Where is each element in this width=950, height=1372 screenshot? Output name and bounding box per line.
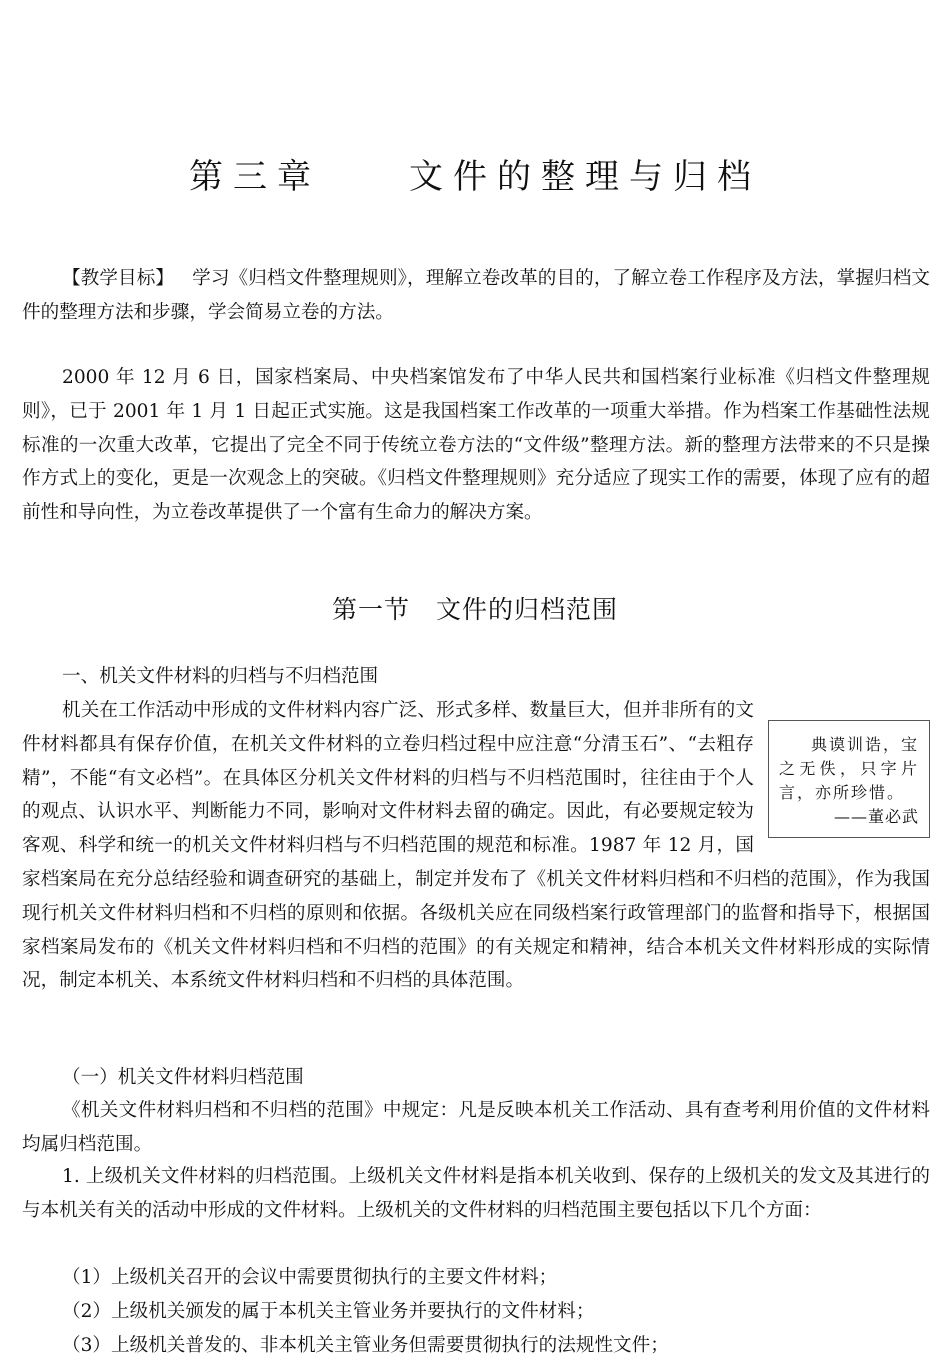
body-paragraph-3: 1. 上级机关文件材料的归档范围。上级机关文件材料是指本机关收到、保存的上级机关的发文及其进行的与本机关有关的活动中形成的文件材料。上级机关的文件材料的归档范围主要包括以下几个方面：	[22, 1166, 930, 1221]
subheading-1: 一、机关文件材料的归档与不归档范围	[62, 666, 379, 687]
chapter-title: 第三章 文件的整理与归档	[189, 157, 761, 197]
sidebar-quote-author: ——董必武	[833, 807, 919, 826]
body-paragraph-1: 机关在工作活动中形成的文件材料内容广泛、形式多样、数量巨大，但并非所有的文件材料都具有保存价值，在机关文件材料的立卷归档过程中应注意“分清玉石”、“去粗存精”，不能“有文必档”。在具体区分机关文件材料的归档与不归档范围时，往往由于个人的观点、认识水平、判断能力不同，影响对文件材料去留的确定。因此，有必要规定较为客观、科学和统一的机关文件材料归档与不归档范围的规范和标准。1987 年 12 月，国家档案局在充分总结经验和调查研究的基础上，制定并发布了《机关文件材料归档和不归档的范围》，作为我国现行机关文件材料归档和不归档的原则和依据。各级机关应在同级档案行政管理部门的监督和指导下，根据国家档案局发布的《机关文件材料归档和不归档的范围》的有关规定和精神，结合本机关文件材料形成的实际情况，制定本机关、本系统文件材料归档和不归档的具体范围。	[22, 700, 930, 992]
list-item: （3）上级机关普发的、非本机关主管业务但需要贯彻执行的法规性文件；	[62, 1335, 669, 1356]
intro-paragraph: 2000 年 12 月 6 日，国家档案局、中央档案馆发布了中华人民共和国档案行业标准《归档文件整理规则》，已于 2001 年 1 月 1 日起正式实施。这是我国档案工作改革的一项重大举措。作为档案工作基础性法规标准的一次重大改革，它提出了完全不同于传统立卷方法的“文件级”整理方法。新的整理方法带来的不只是操作方式上的变化，更是一次观念上的突破。《归档文件整理规则》充分适应了现实工作的需要，体现了应有的超前性和导向性，为立卷改革提供了一个富有生命力的解决方案。	[22, 367, 930, 524]
sidebar-quote-box	[768, 720, 930, 838]
teaching-goal-text: 学习《归档文件整理规则》，理解立卷改革的目的，了解立卷工作程序及方法，掌握归档文件的整理方法和步骤，学会简易立卷的方法。	[22, 268, 930, 323]
teaching-goal-paragraph	[22, 262, 930, 330]
teaching-goal-label: 【教学目标】	[62, 268, 175, 289]
body-paragraph-2: 《机关文件材料归档和不归档的范围》中规定：凡是反映本机关工作活动、具有查考利用价值的文件材料均属归档范围。	[22, 1100, 930, 1155]
list-item: （2）上级机关颁发的属于本机关主管业务并要执行的文件材料；	[62, 1301, 595, 1322]
list-item: （1）上级机关召开的会议中需要贯彻执行的主要文件材料；	[62, 1267, 558, 1288]
body-paragraph-1-block	[22, 694, 930, 998]
section-title: 第一节 文件的归档范围	[331, 595, 618, 624]
sidebar-quote-text: 典谟训诰，宝之无佚，只字片言，亦所珍惜。	[779, 735, 920, 802]
subheading-2: （一）机关文件材料归档范围	[62, 1067, 304, 1088]
